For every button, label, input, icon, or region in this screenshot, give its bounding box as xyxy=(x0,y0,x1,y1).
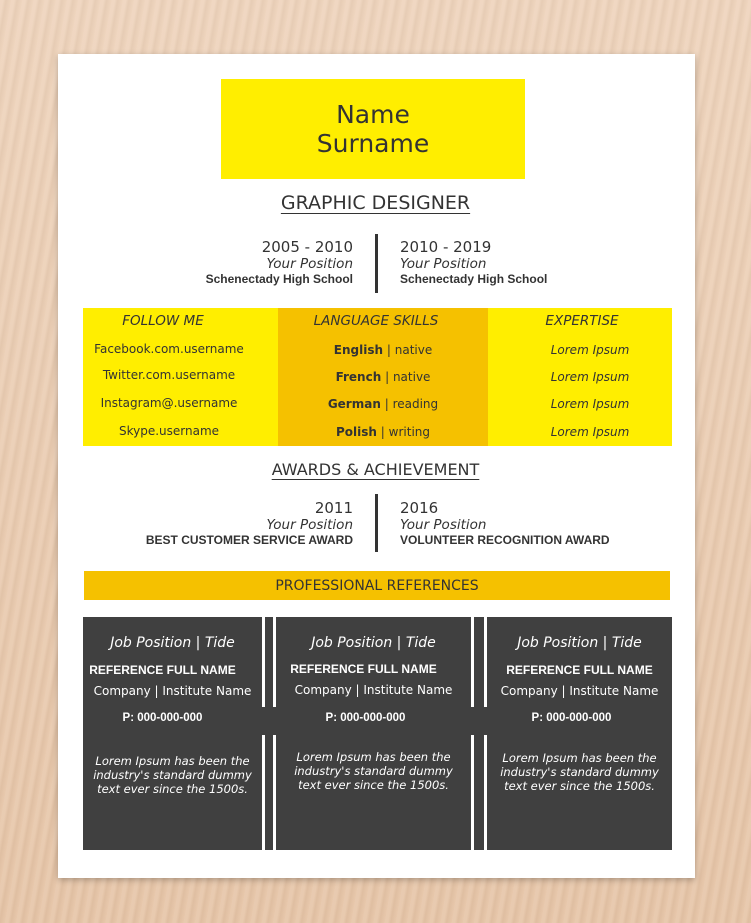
ref-job: Job Position | Tide xyxy=(517,635,642,651)
award-position: Your Position xyxy=(266,517,353,533)
ref-name: REFERENCE FULL NAME xyxy=(506,663,653,677)
ref-phone: P: 000-000-000 xyxy=(122,712,203,724)
languages-heading: LANGUAGE SKILLS xyxy=(313,313,439,329)
ref-company: Company | Institute Name xyxy=(500,684,659,698)
language-separator: | xyxy=(384,397,389,411)
ref-job: Job Position | Tide xyxy=(311,635,436,651)
ref-separator xyxy=(471,617,474,707)
ref-description-line: Lorem Ipsum has been the xyxy=(502,751,657,765)
language-level: native xyxy=(394,343,433,357)
headline: GRAPHIC DESIGNER xyxy=(280,192,471,214)
ref-job: Job Position | Tide xyxy=(110,635,235,651)
language-level: native xyxy=(392,370,431,384)
language-item xyxy=(278,343,488,357)
language-separator: | xyxy=(380,425,385,439)
education-school: Schenectady High School xyxy=(205,272,353,286)
language-separator: | xyxy=(385,370,390,384)
language-name: English xyxy=(333,343,384,357)
award-year: 2011 xyxy=(314,499,353,517)
education-left xyxy=(150,238,353,286)
last-name: Surname xyxy=(316,129,430,158)
follow-item: Twitter.com.username xyxy=(102,368,236,382)
ref-phone: P: 000-000-000 xyxy=(531,712,612,724)
awards-heading: AWARDS & ACHIEVEMENT xyxy=(271,460,480,479)
follow-item: Instagram@.username xyxy=(100,396,238,410)
education-right xyxy=(400,238,620,286)
education-school: Schenectady High School xyxy=(400,272,548,286)
language-level: reading xyxy=(392,397,439,411)
education-divider xyxy=(375,234,378,293)
expertise-item: Lorem Ipsum xyxy=(550,397,630,411)
award-position: Your Position xyxy=(400,517,487,533)
awards-divider xyxy=(375,494,378,552)
expertise-item: Lorem Ipsum xyxy=(550,370,630,384)
ref-description-line: text ever since the 1500s. xyxy=(97,782,248,796)
expertise-heading: EXPERTISE xyxy=(545,313,619,329)
award-year: 2016 xyxy=(400,499,439,517)
expertise-item: Lorem Ipsum xyxy=(550,425,630,439)
education-position: Your Position xyxy=(400,256,487,272)
education-years: 2005 - 2010 xyxy=(261,238,353,256)
ref-phone: P: 000-000-000 xyxy=(325,712,406,724)
ref-separator xyxy=(262,735,265,850)
language-separator: | xyxy=(386,343,391,357)
language-item xyxy=(278,370,488,384)
ref-description-line: text ever since the 1500s. xyxy=(504,779,655,793)
ref-description-line: industry's standard dummy xyxy=(294,764,453,778)
ref-separator xyxy=(471,735,474,850)
ref-description-line: Lorem Ipsum has been the xyxy=(95,754,250,768)
education-years: 2010 - 2019 xyxy=(400,238,492,256)
award-left xyxy=(110,499,353,547)
language-level: writing xyxy=(388,425,430,439)
ref-name: REFERENCE FULL NAME xyxy=(290,662,437,676)
language-name: Polish xyxy=(336,425,377,439)
ref-description xyxy=(276,750,471,792)
references-panel xyxy=(83,617,672,850)
language-name: French xyxy=(335,370,382,384)
ref-description-line: industry's standard dummy xyxy=(500,765,659,779)
ref-description-line: industry's standard dummy xyxy=(93,768,252,782)
ref-separator xyxy=(262,617,265,707)
award-right xyxy=(400,499,650,547)
first-name: Name xyxy=(336,100,410,129)
name-box xyxy=(221,79,525,179)
ref-description xyxy=(83,754,262,796)
ref-company: Company | Institute Name xyxy=(93,684,252,698)
language-name: German xyxy=(327,397,381,411)
education-position: Your Position xyxy=(266,256,353,272)
ref-description-line: text ever since the 1500s. xyxy=(298,778,449,792)
follow-item: Skype.username xyxy=(118,424,220,438)
award-name: BEST CUSTOMER SERVICE AWARD xyxy=(145,533,353,547)
ref-company: Company | Institute Name xyxy=(294,683,453,697)
ref-description xyxy=(487,751,672,793)
follow-heading: FOLLOW ME xyxy=(122,313,204,329)
ref-description-line: Lorem Ipsum has been the xyxy=(296,750,451,764)
ref-name: REFERENCE FULL NAME xyxy=(89,663,236,677)
references-heading: PROFESSIONAL REFERENCES xyxy=(84,571,670,600)
language-item xyxy=(278,425,488,439)
follow-item: Facebook.com.username xyxy=(94,342,244,356)
award-name: VOLUNTEER RECOGNITION AWARD xyxy=(400,533,610,547)
language-item xyxy=(278,397,488,411)
expertise-item: Lorem Ipsum xyxy=(550,343,630,357)
